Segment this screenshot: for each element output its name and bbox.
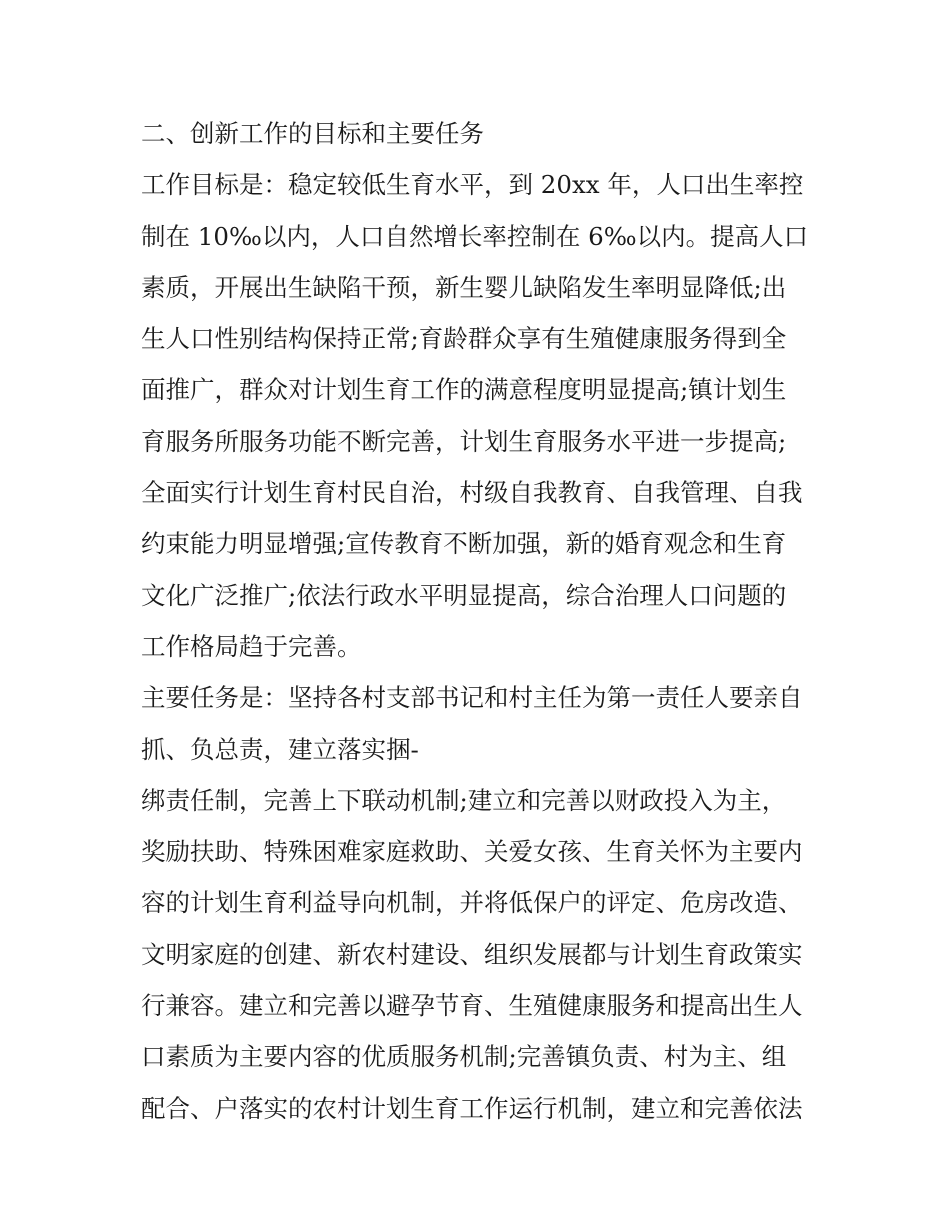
text-line: 育服务所服务功能不断完善，计划生育服务水平进一步提高;	[141, 426, 787, 456]
text-line: 行兼容。建立和完善以避孕节育、生殖健康服务和提高出生人	[141, 991, 803, 1021]
text-line: 全面实行计划生育村民自治，村级自我教育、自我管理、自我	[141, 478, 803, 508]
text-line: 工作格局趋于完善。	[141, 631, 362, 661]
text-line: 奖励扶助、特殊困难家庭救助、关爱女孩、生育关怀为主要内	[141, 837, 803, 867]
text-line: 工作目标是：稳定较低生育水平，到 20xx 年，人口出生率控	[141, 170, 804, 200]
text-line: 配合、户落实的农村计划生育工作运行机制，建立和完善依法	[141, 1093, 803, 1123]
section-heading: 二、创新工作的目标和主要任务	[141, 119, 484, 148]
text-line: 面推广，群众对计划生育工作的满意程度明显提高;镇计划生	[141, 375, 787, 405]
text-line: 生人口性别结构保持正常;育龄群众享有生殖健康服务得到全	[141, 324, 787, 354]
text-line: 绑责任制，完善上下联动机制;建立和完善以财政投入为主，	[141, 785, 787, 815]
text-line: 文化广泛推广;依法行政水平明显提高，综合治理人口问题的	[141, 580, 787, 610]
text-line: 文明家庭的创建、新农村建设、组织发展都与计划生育政策实	[141, 939, 803, 969]
text-line: 抓、负总责，建立落实捆-	[141, 734, 419, 764]
text-line: 制在 10‰以内，人口自然增长率控制在 6‰以内。提高人口	[141, 221, 809, 251]
text-line: 主要任务是：坚持各村支部书记和村主任为第一责任人要亲自	[141, 683, 803, 713]
text-line: 口素质为主要内容的优质服务机制;完善镇负责、村为主、组	[141, 1042, 787, 1072]
text-line: 容的计划生育利益导向机制，并将低保户的评定、危房改造、	[141, 888, 803, 918]
document-body	[141, 108, 821, 1134]
text-line: 素质，开展出生缺陷干预，新生婴儿缺陷发生率明显降低;出	[141, 272, 787, 302]
text-line: 约束能力明显增强;宣传教育不断加强，新的婚育观念和生育	[141, 529, 787, 559]
